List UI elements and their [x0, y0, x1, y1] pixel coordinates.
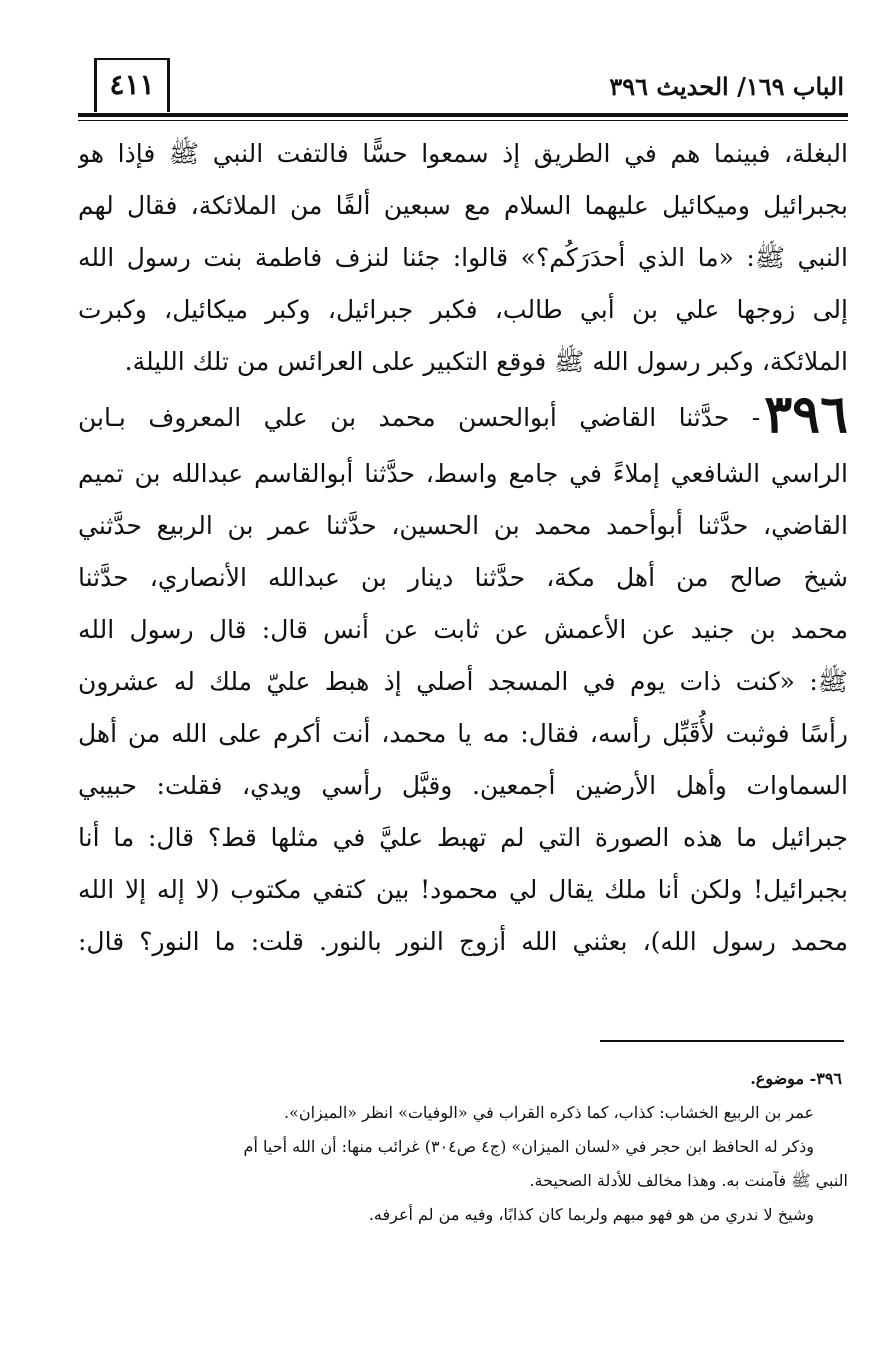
- page-number-box: [94, 58, 170, 112]
- text-line: الملائكة، وكبر رسول الله ﷺ فوقع التكبير على العرائس من تلك الليلة.: [124, 347, 848, 376]
- text-line: القاضي، حدَّثنا أبوأحمد محمد بن الحسين، حدَّثنا عمر بن الربيع حدَّثني: [78, 511, 848, 540]
- footnote-line: النبي ﷺ فآمنت به. وهذا مخالف للأدلة الصحيحة.: [529, 1171, 848, 1190]
- text-line: ﷺ: «كنت ذات يوم في المسجد أصلي إذ هبط عليّ ملك له عشرون: [78, 667, 848, 696]
- text-line: السماوات وأهل الأرضين أجمعين. وقبَّل رأسي ويدي، فقلت: حبيبي: [78, 771, 848, 800]
- text-line: جبرائيل ما هذه الصورة التي لم تهبط عليَّ في مثلها قط؟ قال: ما أنا: [78, 823, 848, 852]
- text-line: بجبرائيل وميكائيل عليهما السلام مع سبعين ألفًا من الملائكة، فقال لهم: [78, 191, 848, 220]
- footnote-line: عمر بن الربيع الخشاب: كذاب، كما ذكره القراب في «الوفيات» انظر «الميزان».: [283, 1103, 814, 1122]
- footnote-line: وشيخ لا ندري من هو فهو مبهم ولربما كان كذابًا، وفيه من لم أعرفه.: [368, 1205, 814, 1224]
- footnote-line: وذكر له الحافظ ابن حجر في «لسان الميزان» (ج٤ ص٣٠٤) غرائب منها: أن الله أحيا أم: [243, 1137, 814, 1156]
- text-line: البغلة، فبينما هم في الطريق إذ سمعوا حسًّا فالتفت النبي ﷺ فإذا هو: [78, 139, 848, 168]
- footnote-line: ٣٩٦- موضوع.: [750, 1069, 842, 1088]
- text-line: إلى زوجها علي بن أبي طالب، فكبر جبرائيل، وكبر ميكائيل، وكبرت: [78, 295, 848, 324]
- footnote-separator: [600, 1040, 844, 1042]
- text-line: الراسي الشافعي إملاءً في جامع واسط، حدَّثنا أبوالقاسم عبدالله بن تميم: [78, 459, 848, 488]
- text-line: محمد بن جنيد عن الأعمش عن ثابت عن أنس قال: قال رسول الله: [78, 615, 848, 644]
- page-header: [78, 58, 848, 124]
- header-rule: [78, 113, 848, 117]
- chapter-title: الباب ١٦٩/ الحديث ٣٩٦: [609, 72, 844, 101]
- text-line: محمد رسول الله)، بعثني الله أزوج النور بالنور. قلت: ما النور؟ قال:: [78, 927, 848, 956]
- text-line: شيخ صالح من أهل مكة، حدَّثنا دينار بن عبدالله الأنصاري، حدَّثنا: [78, 563, 848, 592]
- page-number: ٤١١: [109, 68, 155, 101]
- main-text: [78, 128, 848, 968]
- footnotes: [78, 1062, 848, 1232]
- text-line: بجبرائيل! ولكن أنا ملك يقال لي محمود! بين كتفي مكتوب (لا إله إلا الله: [78, 875, 848, 904]
- hadith-number: ٣٩٦: [764, 388, 848, 445]
- text-line: رأسًا فوثبت لأُقَبِّل رأسه، فقال: مه يا محمد، أنت أكرم على الله من أهل: [78, 719, 848, 748]
- hadith-first-line: - حدَّثنا القاضي أبوالحسن محمد بن علي المعروف بـابن: [78, 403, 761, 432]
- hadith-heading-line: [78, 388, 848, 448]
- header-rule-thin: [78, 120, 848, 121]
- text-line: النبي ﷺ: «ما الذي أحدَرَكُم؟» قالوا: جئنا لنزف فاطمة بنت رسول الله: [78, 243, 848, 272]
